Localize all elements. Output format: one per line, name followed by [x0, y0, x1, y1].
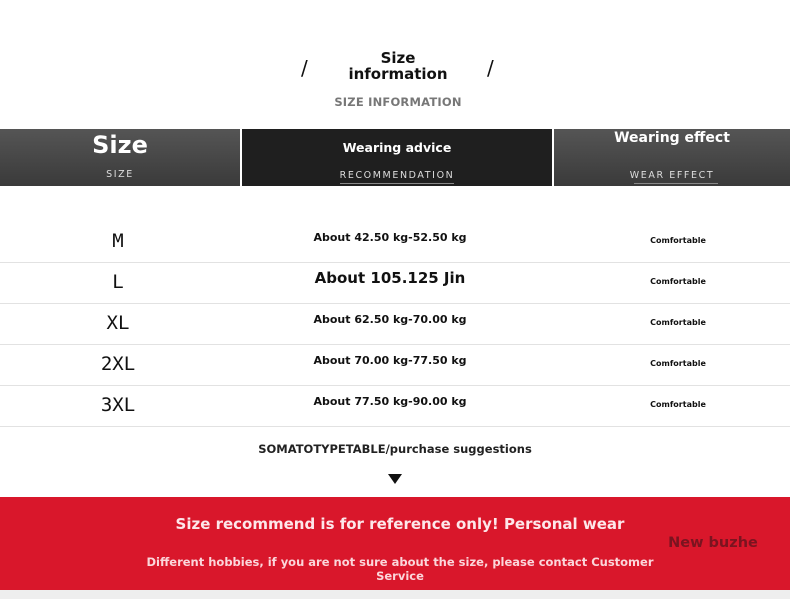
row-advice: About 42.50 kg-52.50 kg: [313, 231, 467, 244]
title-slash-right: /: [487, 56, 494, 80]
header-size-label: Size: [92, 131, 148, 159]
purchase-suggestions-note: SOMATOTYPETABLE/purchase suggestions: [258, 442, 532, 456]
row-effect: Comfortable: [650, 400, 706, 409]
notice-banner: [0, 497, 790, 590]
row-divider: [0, 426, 790, 427]
header-effect-underline: [634, 183, 718, 184]
row-advice: About 70.00 kg-77.50 kg: [313, 354, 467, 367]
table-row: [0, 386, 790, 427]
title-section: [0, 0, 790, 128]
header-advice-label: Wearing advice: [342, 140, 452, 155]
row-effect: Comfortable: [650, 277, 706, 286]
header-advice-underline: [340, 183, 454, 184]
header-size-sub: SIZE: [106, 169, 134, 180]
banner-subtext: Different hobbies, if you are not sure about the size, please contact Customer Service: [146, 555, 654, 583]
row-advice: About 62.50 kg-70.00 kg: [313, 313, 467, 326]
header-advice-sub: RECOMMENDATION: [339, 170, 455, 181]
row-advice: About 77.50 kg-90.00 kg: [313, 395, 467, 408]
page-title: Size information: [348, 49, 448, 83]
brand-name: New buzhe: [668, 535, 758, 551]
table-row: [0, 263, 790, 304]
row-size: M: [112, 230, 124, 252]
bottom-strip: [0, 590, 790, 599]
table-header: [0, 129, 790, 186]
row-effect: Comfortable: [650, 236, 706, 245]
header-effect-sub: WEAR EFFECT: [629, 170, 715, 181]
header-effect-label: Wearing effect: [614, 130, 730, 146]
banner-headline: Size recommend is for reference only! Personal wear: [175, 515, 625, 533]
triangle-down-icon: [388, 474, 402, 484]
row-advice: About 105.125 Jin: [314, 269, 466, 287]
header-advice: [242, 129, 552, 186]
row-size: 3XL: [100, 394, 136, 416]
row-effect: Comfortable: [650, 359, 706, 368]
row-size: XL: [106, 312, 130, 334]
header-size: [0, 129, 240, 186]
header-effect: [554, 129, 790, 186]
table-row: [0, 222, 790, 263]
page-subtitle: SIZE INFORMATION: [334, 95, 462, 109]
row-size: L: [112, 271, 124, 293]
row-effect: Comfortable: [650, 318, 706, 327]
table-row: [0, 304, 790, 345]
table-row: [0, 345, 790, 386]
row-size: 2XL: [100, 353, 136, 375]
title-slash-left: /: [301, 56, 308, 80]
